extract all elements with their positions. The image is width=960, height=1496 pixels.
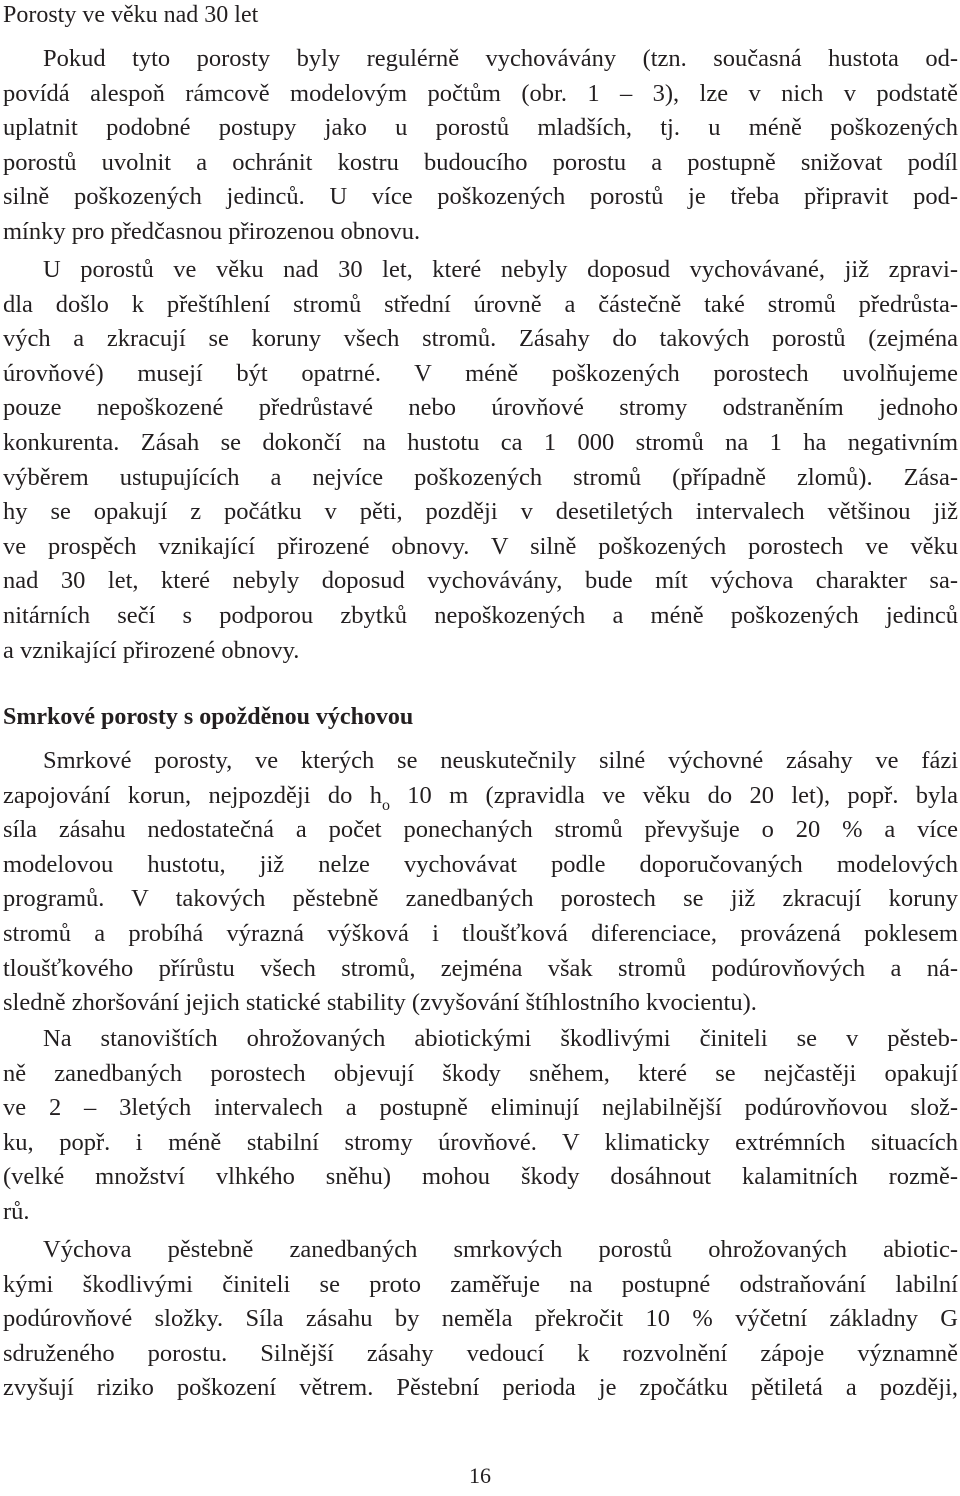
text-line: dla došlo k přeštíhlení stromů střední úrovně a částečně také stromů předrůsta-	[3, 290, 958, 318]
paragraph-regularly-thinned	[3, 42, 958, 250]
text-line: podúrovňové složky. Síla zásahu by neměla překročit 10 % výčetní základny G	[3, 1305, 958, 1333]
text-line: nad 30 let, které nebyly doposud vychovávány, bude mít výchova charakter sa-	[3, 567, 958, 595]
text-line: a vznikající přirozené obnovy.	[3, 636, 300, 664]
text-line: porostů uvolnit a ochránit kostru budoucího porostu a postupně snižovat podíl	[3, 148, 958, 176]
text-line: konkurenta. Zásah se dokončí na hustotu ca 1 000 stromů na 1 ha negativním	[3, 428, 958, 456]
text-line: Výchova pěstebně zanedbaných smrkových porostů ohrožovaných abiotic-	[43, 1236, 958, 1263]
text-line: sledně zhoršování jejich statické stability (zvyšování štíhlostního kvocientu).	[3, 989, 757, 1017]
paragraph-abiotic-damage	[3, 1022, 958, 1230]
text-line: vých a zkracují se koruny všech stromů. Zásahy do takových porostů (zejména	[3, 325, 958, 353]
section-heading-spruce-delayed-thinning: Smrkové porosty s opožděnou výchovou	[3, 704, 414, 730]
paragraph-spruce-stands	[3, 744, 958, 1021]
text-line: programů. V takových pěstebně zanedbaných porostech se již zkracují koruny	[3, 885, 958, 913]
text-line: nitárních sečí s podporou zbytků nepoškozených a méně poškozených jedinců	[3, 601, 958, 629]
text-line: (velké množství vlhkého sněhu) mohou škody dosáhnout kalamitních rozmě-	[3, 1163, 958, 1191]
subscript: o	[381, 796, 390, 814]
text-line: uplatnit podobné postupy jako u porostů mladších, tj. u méně poškozených	[3, 114, 958, 142]
text-line-with-subscript	[3, 779, 958, 814]
text-line: silně poškozených jedinců. U více poškozených porostů je třeba připravit pod-	[3, 183, 958, 211]
text-line: mínky pro předčasnou přirozenou obnovu.	[3, 217, 421, 245]
page-number: 16	[469, 1463, 491, 1488]
text-line: rů.	[3, 1197, 30, 1225]
text-line: síla zásahu nedostatečná a počet ponechaných stromů převyšuje o 20 % a více	[3, 816, 958, 844]
text-line: ku, popř. i méně stabilní stromy úrovňové. V klimaticky extrémních situacích	[3, 1128, 958, 1156]
text-line: zvyšují riziko poškození větrem. Pěstební perioda je zpočátku pětiletá a později,	[3, 1374, 958, 1402]
text-line: povídá alespoň rámcově modelovým počtům (obr. 1 – 3), lze v nich v podstatě	[3, 79, 958, 107]
text-line: ve prospěch vznikající přirozené obnovy. V silně poškozených porostech ve věku	[3, 532, 958, 560]
text-line: ně zanedbaných porostech objevují škody sněhem, které se nejčastěji opakují	[3, 1059, 958, 1087]
text-line: tloušťkového přírůstu všech stromů, zejména však stromů podúrovňových a ná-	[3, 954, 958, 982]
section-heading-over-30-years: Porosty ve věku nad 30 let	[3, 2, 259, 28]
text-fragment: 10 m (zpravidla ve věku do 20 let), popř. byla	[389, 781, 958, 809]
text-line: stromů a probíhá výrazná výšková i tloušťková diferenciace, provázená poklesem	[3, 919, 958, 947]
text-line: ve 2 – 3letých intervalech a postupně eliminují nejlabilnější podúrovňovou slož-	[3, 1094, 958, 1122]
text-line: kými škodlivými činiteli se proto zaměřuje na postupné odstraňování labilní	[3, 1270, 958, 1298]
text-line: výběrem ustupujících a nejvíce poškozených stromů (případně zlomů). Zása-	[3, 463, 958, 491]
text-line: Pokud tyto porosty byly regulérně vychovávány (tzn. současná hustota od-	[43, 45, 958, 72]
text-fragment: zapojování korun, nejpozději do h	[3, 781, 382, 809]
text-line: sdruženého porostu. Silnější zásahy vedoucí k rozvolnění zápoje významně	[3, 1339, 958, 1367]
text-line: hy se opakují z počátku v pěti, později v desetiletých intervalech většinou již	[3, 498, 958, 526]
text-line: Na stanovištích ohrožovaných abiotickými škodlivými činiteli se v pěsteb-	[43, 1025, 958, 1052]
text-line: pouze nepoškozené předrůstavé nebo úrovňové stromy odstraněním jednoho	[3, 394, 958, 422]
paragraph-unthinned-stands	[3, 253, 958, 668]
text-line: úrovňové) musejí být opatrné. V méně poškozených porostech uvolňujeme	[3, 359, 958, 387]
text-line: modelovou hustotu, již nelze vychovávat podle doporučovaných modelových	[3, 850, 958, 878]
text-line: U porostů ve věku nad 30 let, které nebyly doposud vychovávané, již zpravi-	[43, 256, 958, 283]
paragraph-thinning-strategy	[3, 1233, 958, 1406]
text-line: Smrkové porosty, ve kterých se neuskutečnily silné výchovné zásahy ve fázi	[43, 747, 958, 774]
